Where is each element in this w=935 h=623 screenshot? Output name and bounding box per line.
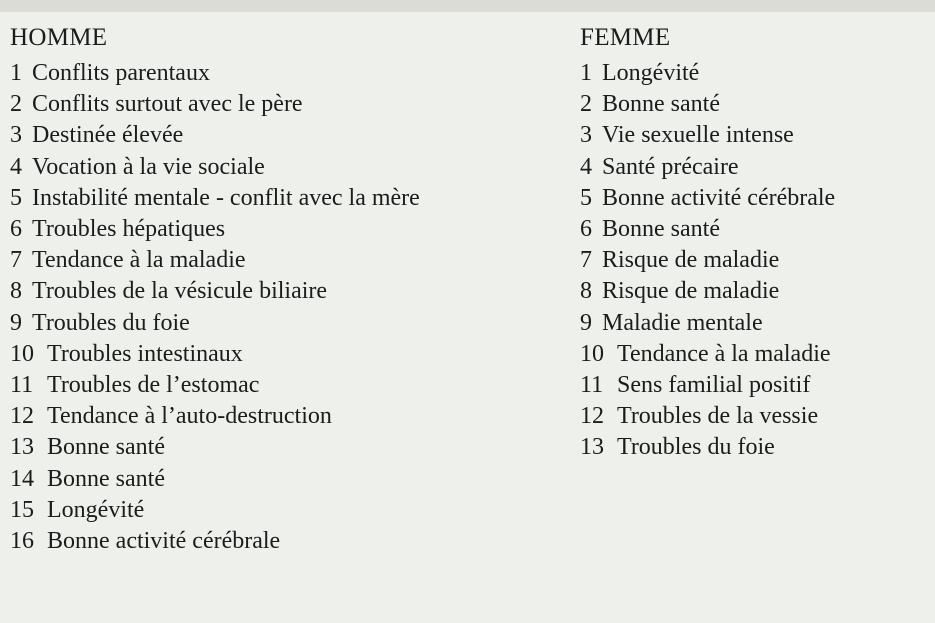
item-text: Longévité (47, 496, 145, 523)
item-text: Tendance à la maladie (32, 247, 246, 274)
homme-item (10, 401, 560, 432)
top-band (0, 0, 935, 12)
homme-item (10, 370, 560, 401)
femme-item (580, 58, 935, 89)
item-number: 13 (10, 434, 34, 461)
femme-item (580, 308, 935, 339)
item-text: Troubles de la vésicule biliaire (32, 278, 328, 305)
item-number: 16 (10, 528, 34, 555)
item-number: 3 (580, 122, 592, 149)
item-number: 2 (580, 91, 592, 118)
item-text: Bonne santé (602, 91, 720, 118)
item-text: Maladie mentale (602, 309, 763, 336)
femme-item (580, 183, 935, 214)
item-number: 7 (580, 247, 592, 274)
homme-item (10, 308, 560, 339)
item-text: Vocation à la vie sociale (32, 153, 265, 180)
item-number: 12 (10, 403, 34, 430)
homme-item (10, 183, 560, 214)
femme-item (580, 370, 935, 401)
item-text: Bonne santé (47, 465, 165, 492)
item-number: 6 (10, 216, 22, 243)
item-text: Conflits surtout avec le père (32, 91, 303, 118)
item-number: 5 (10, 184, 22, 211)
homme-item (10, 245, 560, 276)
item-number: 1 (10, 60, 22, 86)
item-number: 7 (10, 247, 22, 274)
item-number: 4 (10, 153, 22, 180)
item-number: 9 (10, 309, 22, 336)
item-text: Tendance à la maladie (617, 340, 831, 367)
homme-item (10, 526, 560, 557)
item-number: 15 (10, 496, 34, 523)
item-text: Troubles du foie (32, 309, 190, 336)
femme-item (580, 152, 935, 183)
item-number: 9 (580, 309, 592, 336)
item-text: Troubles de la vessie (617, 403, 819, 430)
homme-column (10, 22, 560, 557)
homme-item (10, 276, 560, 307)
femme-item (580, 214, 935, 245)
homme-item (10, 339, 560, 370)
item-text: Destinée élevée (32, 122, 184, 149)
item-text: Bonne santé (602, 216, 720, 243)
item-number: 5 (580, 184, 592, 211)
femme-list (580, 58, 935, 464)
homme-heading: HOMME (10, 24, 108, 51)
item-text: Troubles intestinaux (47, 340, 243, 367)
homme-item (10, 89, 560, 120)
item-number: 3 (10, 122, 22, 149)
item-text: Tendance à l’auto-destruction (47, 403, 332, 430)
femme-item (580, 432, 935, 463)
homme-item (10, 152, 560, 183)
item-text: Troubles du foie (617, 434, 775, 461)
item-text: Bonne santé (47, 434, 165, 461)
femme-heading: FEMME (580, 24, 671, 51)
item-text: Vie sexuelle intense (602, 122, 794, 149)
femme-item (580, 276, 935, 307)
femme-column (580, 22, 935, 464)
femme-item (580, 120, 935, 151)
femme-item (580, 245, 935, 276)
item-text: Bonne activité cérébrale (602, 184, 836, 211)
item-number: 10 (10, 340, 34, 367)
homme-item (10, 58, 560, 89)
homme-item (10, 120, 560, 151)
item-text: Instabilité mentale - conflit avec la mère (32, 184, 420, 211)
item-text: Conflits parentaux (32, 60, 210, 86)
item-number: 2 (10, 91, 22, 118)
item-text: Sens familial positif (617, 372, 811, 399)
item-text: Risque de maladie (602, 247, 780, 274)
item-text: Santé précaire (602, 153, 739, 180)
item-text: Bonne activité cérébrale (47, 528, 281, 555)
item-text: Troubles hépatiques (32, 216, 226, 243)
item-number: 11 (580, 372, 604, 399)
item-text: Longévité (602, 60, 700, 86)
homme-item (10, 214, 560, 245)
homme-list (10, 58, 560, 557)
homme-item (10, 432, 560, 463)
item-number: 12 (580, 403, 604, 430)
item-number: 13 (580, 434, 604, 461)
item-number: 6 (580, 216, 592, 243)
item-number: 8 (580, 278, 592, 305)
item-number: 1 (580, 60, 592, 86)
homme-item (10, 464, 560, 495)
item-number: 11 (10, 372, 34, 399)
femme-item (580, 89, 935, 120)
item-text: Risque de maladie (602, 278, 780, 305)
item-number: 4 (580, 153, 592, 180)
item-number: 10 (580, 340, 604, 367)
homme-item (10, 495, 560, 526)
item-number: 14 (10, 465, 34, 492)
item-number: 8 (10, 278, 22, 305)
item-text: Troubles de l’estomac (47, 372, 260, 399)
femme-item (580, 401, 935, 432)
femme-item (580, 339, 935, 370)
